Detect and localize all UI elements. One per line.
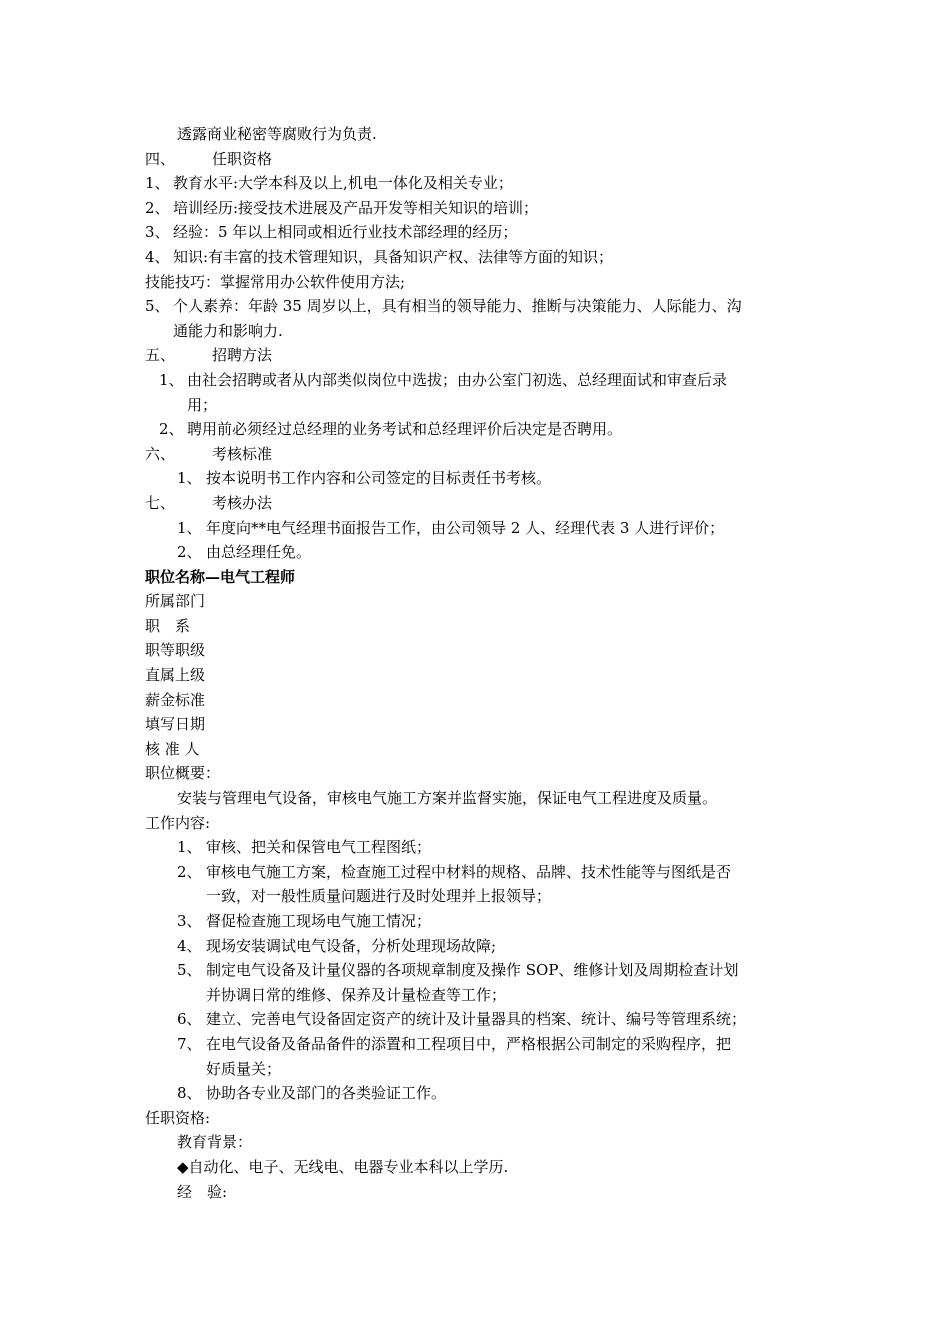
item-number: 2、 <box>145 198 170 217</box>
section-number: 七、 <box>145 493 176 512</box>
item-number: 5、 <box>177 961 202 980</box>
section-title: 招聘方法 <box>212 346 273 365</box>
job-title: 职位名称—电气工程师 <box>145 567 296 586</box>
paragraph-continuation: 透露商业秘密等腐败行为负责. <box>177 125 377 143</box>
item-number: 1、 <box>177 518 202 537</box>
item-number: 3、 <box>145 223 170 242</box>
text-line <box>145 122 810 147</box>
field-row <box>145 737 810 762</box>
field-row <box>145 712 810 737</box>
experience-label: 经 验: <box>177 1182 228 1201</box>
item-text: 教育水平:大学本科及以上,机电一体化及相关专业； <box>173 174 513 193</box>
list-item <box>145 860 810 885</box>
item-text: 建立、完善电气设备固定资产的统计及计量器具的档案、统计、编号等管理系统； <box>206 1010 747 1029</box>
list-item <box>145 294 810 319</box>
item-number: 7、 <box>177 1034 202 1053</box>
list-item <box>145 909 810 934</box>
list-item <box>145 516 810 541</box>
item-text: 个人素养：年龄 35 周岁以上，具有相当的领导能力、推断与决策能力、人际能力、沟 <box>173 297 742 316</box>
list-item <box>145 835 810 860</box>
text-line <box>145 1130 810 1155</box>
list-item <box>145 1007 810 1032</box>
list-item-continuation <box>145 884 810 909</box>
text-line <box>145 761 810 786</box>
item-number: 1、 <box>159 370 184 389</box>
item-text: 用； <box>187 395 218 414</box>
section-title: 任职资格 <box>212 149 273 168</box>
education-label: 教育背景： <box>177 1133 253 1152</box>
text-line <box>145 1106 810 1131</box>
list-item <box>145 934 810 959</box>
item-number: 2、 <box>177 862 202 881</box>
section-title: 考核标准 <box>212 444 273 463</box>
section-title: 考核办法 <box>212 493 273 512</box>
item-text: 知识:有丰富的技术管理知识，具备知识产权、法律等方面的知识； <box>173 247 614 266</box>
text-line <box>145 1180 810 1205</box>
field-label: 填写日期 <box>145 715 206 734</box>
item-text: 一致，对一般性质量问题进行及时处理并上报领导； <box>206 887 552 906</box>
item-text: 按本说明书工作内容和公司签定的目标责任书考核。 <box>206 469 552 488</box>
field-row <box>145 663 810 688</box>
field-row <box>145 688 810 713</box>
field-label: 核 准 人 <box>145 739 200 758</box>
section-heading <box>145 343 810 368</box>
list-item <box>145 171 810 196</box>
item-text: 督促检查施工现场电气施工情况； <box>206 912 432 930</box>
list-item <box>145 958 810 983</box>
item-number: 4、 <box>145 247 170 266</box>
item-number: 2、 <box>177 543 202 562</box>
item-text: 审核、把关和保管电气工程图纸； <box>206 838 432 857</box>
item-text: 在电气设备及备品备件的添置和工程项目中，严格根据公司制定的采购程序，把 <box>206 1034 732 1053</box>
overview-text: 安装与管理电气设备，审核电气施工方案并监督实施，保证电气工程进度及质量。 <box>177 789 718 808</box>
list-item <box>145 417 810 442</box>
work-label: 工作内容: <box>145 813 211 832</box>
field-label: 所属部门 <box>145 592 206 611</box>
section-number: 五、 <box>145 346 176 365</box>
job-heading <box>145 565 810 590</box>
item-text: 制定电气设备及计量仪器的各项规章制度及操作 SOP、维修计划及周期检查计划 <box>206 961 739 980</box>
item-number: 2、 <box>159 420 184 439</box>
item-text: 年度向**电气经理书面报告工作，由公司领导 2 人、经理代表 3 人进行评价； <box>206 518 725 537</box>
item-text: 聘用前必须经过总经理的业务考试和总经理评价后决定是否聘用。 <box>187 420 623 439</box>
list-item <box>145 245 810 270</box>
section-heading <box>145 442 810 467</box>
item-number: 1、 <box>177 838 202 857</box>
qualification-label: 任职资格: <box>145 1108 211 1127</box>
item-number: 3、 <box>177 912 202 930</box>
field-row <box>145 614 810 639</box>
item-text: 现场安装调试电气设备，分析处理现场故障; <box>206 936 497 955</box>
list-item <box>145 220 810 245</box>
list-item-continuation <box>145 1057 810 1082</box>
skills-text: 技能技巧：掌握常用办公软件使用方法; <box>145 272 406 291</box>
list-item-continuation <box>145 983 810 1008</box>
item-text: 培训经历:接受技术进展及产品开发等相关知识的培训； <box>173 198 539 217</box>
item-text: 由总经理任免。 <box>206 543 312 562</box>
field-row <box>145 589 810 614</box>
item-number: 6、 <box>177 1010 202 1029</box>
item-number: 5、 <box>145 297 170 316</box>
field-label: 直属上级 <box>145 666 206 685</box>
section-heading <box>145 147 810 172</box>
text-line <box>145 270 810 295</box>
document-page <box>145 122 810 1204</box>
item-text: 由社会招聘或者从内部类似岗位中选拔；由办公室门初选、总经理面试和审查后录 <box>187 370 728 389</box>
list-item <box>145 1081 810 1106</box>
text-line <box>145 1155 810 1180</box>
item-text: 好质量关； <box>206 1059 282 1078</box>
item-text: 通能力和影响力. <box>173 321 283 340</box>
item-text: 并协调日常的维修、保养及计量检查等工作； <box>206 985 507 1004</box>
item-text: 审核电气施工方案，检查施工过程中材料的规格、品牌、技术性能等与图纸是否 <box>206 862 732 881</box>
text-line <box>145 786 810 811</box>
item-number: 8、 <box>177 1084 202 1103</box>
overview-label: 职位概要： <box>145 764 221 783</box>
item-number: 1、 <box>177 469 202 488</box>
section-number: 六、 <box>145 444 176 463</box>
item-number: 1、 <box>145 174 170 193</box>
field-label: 薪金标准 <box>145 690 206 709</box>
text-line <box>145 811 810 836</box>
section-number: 四、 <box>145 149 176 168</box>
list-item <box>145 196 810 221</box>
list-item-continuation <box>145 393 810 418</box>
education-item: ◆自动化、电子、无线电、电器专业本科以上学历. <box>177 1157 509 1176</box>
field-label: 职等职级 <box>145 641 206 660</box>
field-row <box>145 638 810 663</box>
list-item <box>145 368 810 393</box>
item-text: 协助各专业及部门的各类验证工作。 <box>206 1084 447 1103</box>
list-item <box>145 540 810 565</box>
section-heading <box>145 491 810 516</box>
list-item <box>145 1032 810 1057</box>
item-number: 4、 <box>177 936 202 955</box>
list-item <box>145 466 810 491</box>
item-text: 经验：5 年以上相同或相近行业技术部经理的经历； <box>173 223 518 242</box>
field-label: 职 系 <box>145 616 191 635</box>
list-item-continuation <box>145 319 810 344</box>
